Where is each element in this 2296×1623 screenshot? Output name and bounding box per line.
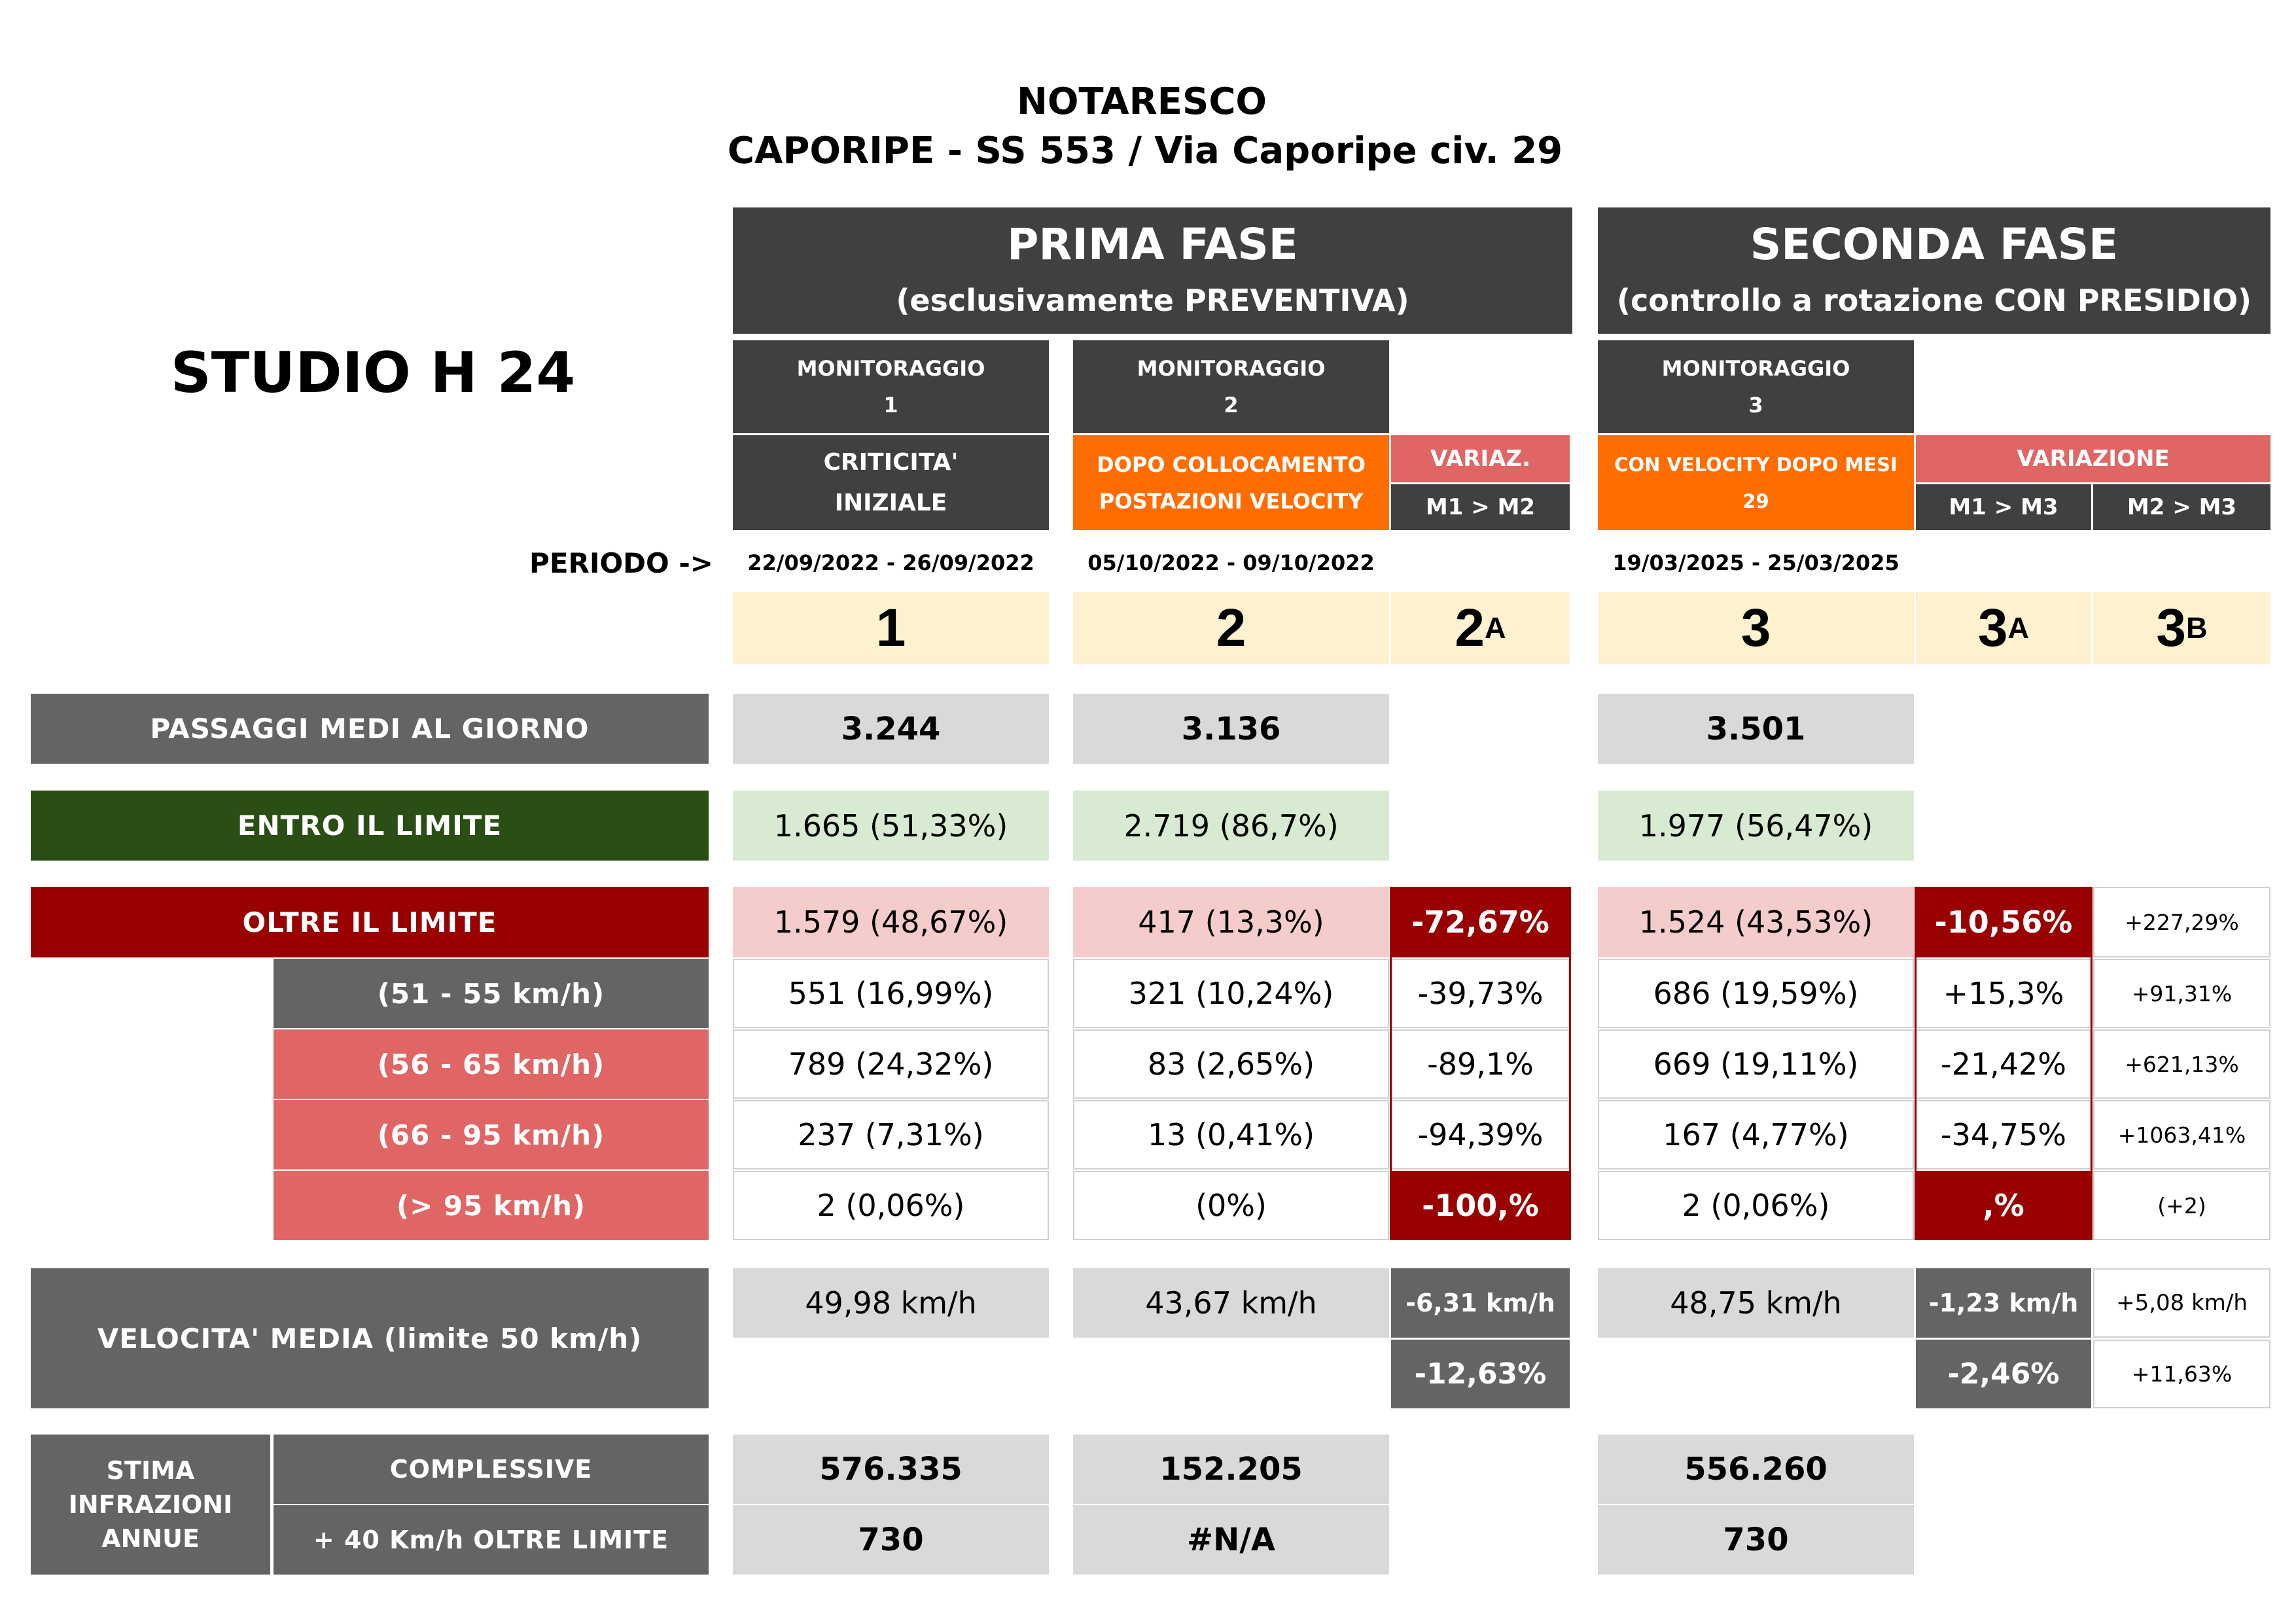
column-number-3b [2093, 592, 2270, 664]
monitoring-3-description [1598, 435, 1914, 530]
complessive-m3: 556.260 [1598, 1435, 1914, 1504]
stima-label-line1: STIMA [106, 1456, 195, 1485]
variation-3a-border-left [1915, 887, 1916, 1240]
phase-second-header [1598, 207, 2270, 334]
r95-v2a: -100,% [1391, 1171, 1570, 1240]
r56-v2a: -89,1% [1391, 1029, 1570, 1099]
title-location: NOTARESCO [1016, 80, 1267, 123]
oltre-m1: 1.579 (48,67%) [733, 887, 1049, 957]
oltre-m3: 1.524 (43,53%) [1598, 887, 1914, 957]
row-label-entro: ENTRO IL LIMITE [31, 791, 709, 861]
entro-m3: 1.977 (56,47%) [1598, 791, 1914, 861]
row-label-stima [31, 1435, 270, 1575]
column-number-2a-digit: 2 [1455, 598, 1485, 658]
column-number-3b-suffix: B [2186, 611, 2208, 645]
monitoring-2-header [1073, 340, 1389, 433]
column-number-3a-suffix: A [2007, 611, 2030, 645]
column-number-3a [1916, 592, 2091, 664]
column-number-2: 2 [1073, 592, 1389, 664]
oltre40-m3: 730 [1598, 1505, 1914, 1575]
monitoring-1-description [733, 435, 1049, 530]
variation-3a-subtitle: M1 > M3 [1916, 484, 2091, 530]
r51-m1: 551 (16,99%) [733, 959, 1049, 1028]
monitoring-1-number: 1 [883, 393, 898, 418]
row-label-oltre: OLTRE IL LIMITE [31, 887, 709, 957]
monitoring-3-number: 3 [1748, 393, 1763, 418]
variation-2a-subtitle: M1 > M2 [1391, 484, 1570, 530]
study-title: STUDIO H 24 [170, 340, 576, 406]
velocita-m2: 43,67 km/h [1073, 1268, 1389, 1338]
monitoring-3-period: 19/03/2025 - 25/03/2025 [1612, 550, 1899, 575]
velocita-v3a-pct: -2,46% [1916, 1340, 2091, 1408]
r51-m2: 321 (10,24%) [1073, 959, 1389, 1028]
r56-m1: 789 (24,32%) [733, 1029, 1049, 1099]
r66-v3a: -34,75% [1916, 1100, 2091, 1169]
column-number-2a-suffix: A [1485, 611, 1506, 645]
complessive-m1: 576.335 [733, 1435, 1049, 1504]
variation-2a-title: VARIAZ. [1391, 435, 1570, 482]
row-label-66-95: (66 - 95 km/h) [274, 1100, 709, 1169]
monitoring-1-header [733, 340, 1049, 433]
r51-v2a: -39,73% [1391, 959, 1570, 1028]
velocita-m1: 49,98 km/h [733, 1268, 1049, 1338]
oltre40-m1: 730 [733, 1505, 1049, 1575]
r66-m2: 13 (0,41%) [1073, 1100, 1389, 1169]
passaggi-m1: 3.244 [733, 694, 1049, 764]
monitoring-3-desc-line2: 29 [1742, 490, 1769, 512]
row-label-over-95: (> 95 km/h) [274, 1171, 709, 1240]
r66-v2a: -94,39% [1391, 1100, 1570, 1169]
monitoring-2-desc-line2: POSTAZIONI VELOCITY [1099, 488, 1364, 514]
monitoring-1-period: 22/09/2022 - 26/09/2022 [747, 550, 1034, 575]
column-number-3b-digit: 3 [2156, 598, 2187, 658]
column-number-3a-digit: 3 [1977, 598, 2008, 658]
velocita-v3b-pct: +11,63% [2093, 1340, 2270, 1408]
velocita-m3: 48,75 km/h [1598, 1268, 1914, 1338]
r56-v3b: +621,13% [2093, 1029, 2270, 1099]
r51-v3a: +15,3% [1916, 959, 2091, 1028]
r51-m3: 686 (19,59%) [1598, 959, 1914, 1028]
row-label-velocita: VELOCITA' MEDIA (limite 50 km/h) [31, 1268, 709, 1408]
variation-2a-border-left [1390, 887, 1392, 1240]
row-label-56-65: (56 - 65 km/h) [274, 1029, 709, 1099]
r95-m3: 2 (0,06%) [1598, 1171, 1914, 1240]
oltre-v3a: -10,56% [1916, 887, 2091, 957]
monitoring-2-description [1073, 435, 1389, 530]
velocita-v2a: -6,31 km/h [1391, 1268, 1570, 1338]
variation-2a-border-right [1569, 887, 1571, 1240]
title-address: CAPORIPE - SS 553 / Via Caporipe civ. 29 [727, 129, 1563, 172]
complessive-m2: 152.205 [1073, 1435, 1389, 1504]
passaggi-m2: 3.136 [1073, 694, 1389, 764]
monitoring-2-desc-line1: DOPO COLLOCAMENTO [1097, 452, 1366, 477]
monitoring-1-desc-line2: INIZIALE [834, 489, 947, 516]
column-number-1: 1 [733, 592, 1049, 664]
period-label: PERIODO -> [529, 546, 713, 579]
monitoring-2-label: MONITORAGGIO [1137, 356, 1326, 381]
entro-m1: 1.665 (51,33%) [733, 791, 1049, 861]
r66-m1: 237 (7,31%) [733, 1100, 1049, 1169]
monitoring-3-label: MONITORAGGIO [1661, 356, 1850, 381]
column-number-2a [1391, 592, 1570, 664]
r95-v3b: (+2) [2093, 1171, 2270, 1240]
variation-3a-border-right [2091, 887, 2093, 1240]
phase-first-header [733, 207, 1572, 334]
phase-first-title: PRIMA FASE [1007, 219, 1298, 270]
r66-m3: 167 (4,77%) [1598, 1100, 1914, 1169]
stima-label-line3: ANNUE [101, 1524, 200, 1553]
phase-first-subtitle: (esclusivamente PREVENTIVA) [896, 282, 1409, 318]
phase-second-title: SECONDA FASE [1750, 219, 2119, 270]
row-label-passaggi: PASSAGGI MEDI AL GIORNO [31, 694, 709, 764]
velocita-v3a: -1,23 km/h [1916, 1268, 2091, 1338]
entro-m2: 2.719 (86,7%) [1073, 791, 1389, 861]
row-label-complessive: COMPLESSIVE [274, 1435, 709, 1504]
r56-m2: 83 (2,65%) [1073, 1029, 1389, 1099]
r95-m1: 2 (0,06%) [733, 1171, 1049, 1240]
r51-v3b: +91,31% [2093, 959, 2270, 1028]
r95-v3a: ,% [1916, 1171, 2091, 1240]
stima-label-line2: INFRAZIONI [68, 1490, 233, 1519]
oltre-m2: 417 (13,3%) [1073, 887, 1389, 957]
velocita-v2a-pct: -12,63% [1391, 1340, 1570, 1408]
oltre-v2a: -72,67% [1391, 887, 1570, 957]
monitoring-2-period: 05/10/2022 - 09/10/2022 [1087, 550, 1375, 575]
variation-3b-subtitle: M2 > M3 [2093, 484, 2270, 530]
passaggi-m3: 3.501 [1598, 694, 1914, 764]
r66-v3b: +1063,41% [2093, 1100, 2270, 1169]
r56-v3a: -21,42% [1916, 1029, 2091, 1099]
column-number-3: 3 [1598, 592, 1914, 664]
monitoring-2-number: 2 [1224, 393, 1239, 418]
oltre-v3b: +227,29% [2093, 887, 2270, 957]
r95-m2: (0%) [1073, 1171, 1389, 1240]
phase-second-subtitle: (controllo a rotazione CON PRESIDIO) [1616, 282, 2252, 318]
variation-3-title: VARIAZIONE [1916, 435, 2270, 482]
monitoring-3-desc-line1: CON VELOCITY DOPO MESI [1614, 453, 1898, 476]
velocita-v3b: +5,08 km/h [2093, 1268, 2270, 1338]
row-label-51-55: (51 - 55 km/h) [274, 959, 709, 1028]
r56-m3: 669 (19,11%) [1598, 1029, 1914, 1099]
oltre40-m2: #N/A [1073, 1505, 1389, 1575]
monitoring-1-label: MONITORAGGIO [796, 356, 985, 381]
monitoring-1-desc-line1: CRITICITA' [823, 448, 959, 476]
monitoring-3-header [1598, 340, 1914, 433]
row-label-oltre-40: + 40 Km/h OLTRE LIMITE [274, 1505, 709, 1575]
